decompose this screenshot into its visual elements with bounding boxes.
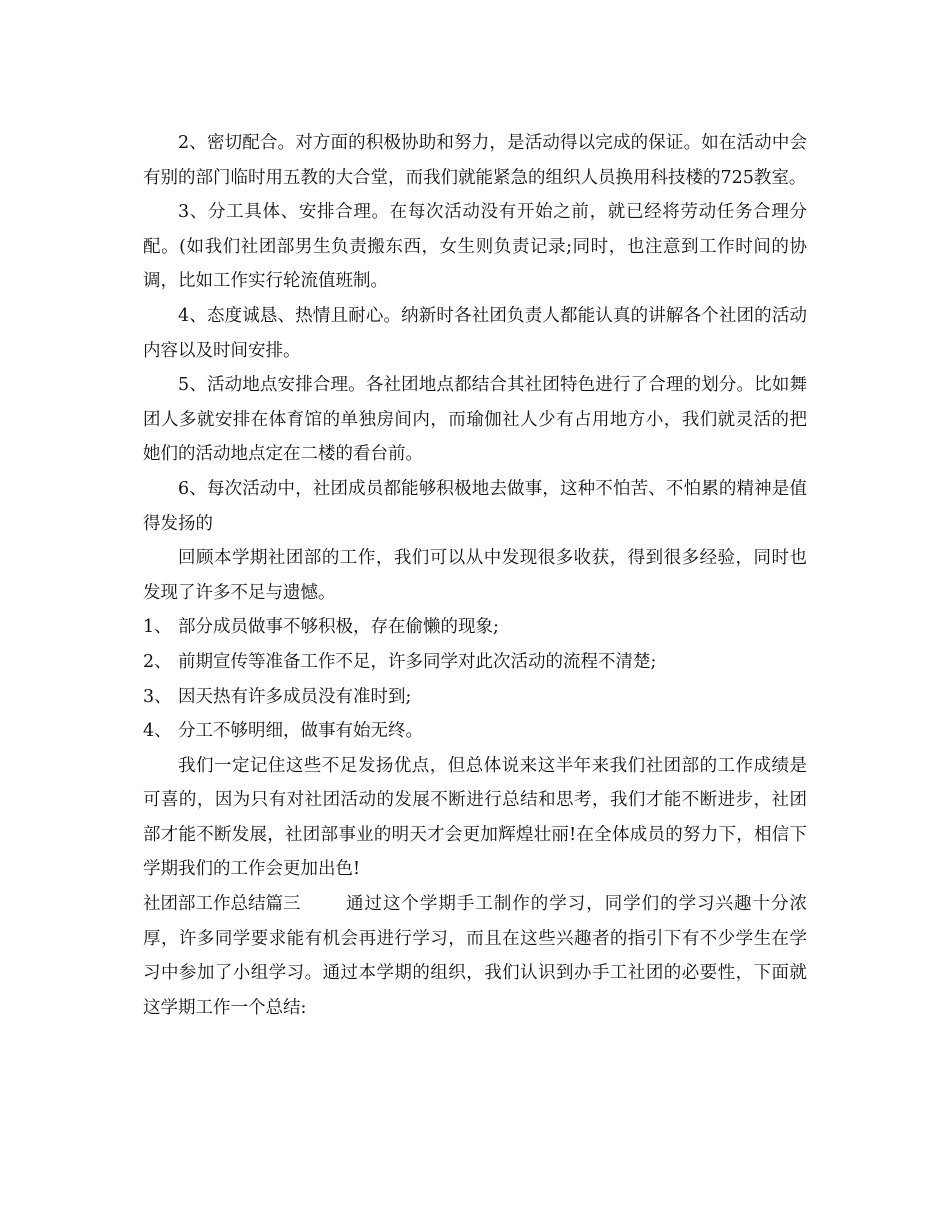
paragraph-attitude: 4、态度诚恳、热情且耐心。纳新时各社团负责人都能认真的讲解各个社团的活动内容以及时间安排。: [143, 305, 807, 361]
list-item-number: 1、: [143, 617, 172, 638]
list-item-text: 部分成员做事不够积极，存在偷懒的现象;: [178, 617, 499, 638]
paragraph-conclusion: 我们一定记住这些不足发扬优点，但总体说来这半年来我们社团部的工作成绩是可喜的，因为只有对社团活动的发展不断进行总结和思考，我们才能不断进步，社团部才能不断发展，社团部事业的明天才会更加辉煌壮丽!在全体成员的努力下，相信下学期我们的工作会更加出色!: [143, 755, 807, 880]
document-body: [143, 126, 807, 1025]
section-three: [143, 887, 807, 1025]
list-item-text: 因天热有许多成员没有准时到;: [178, 686, 412, 707]
list-item-text: 分工不够明细，做事有始无终。: [178, 721, 423, 742]
list-item: [143, 645, 807, 680]
shortcomings-list: [143, 610, 807, 748]
paragraph-venue: 5、活动地点安排合理。各社团地点都结合其社团特色进行了合理的划分。比如舞团人多就安排在体育馆的单独房间内，而瑜伽社人少有占用地方小，我们就灵活的把她们的活动地点定在二楼的看台前。: [143, 375, 807, 465]
list-item: [143, 610, 807, 645]
paragraph-review: 回顾本学期社团部的工作，我们可以从中发现很多收获，得到很多经验，同时也发现了许多不足与遗憾。: [143, 548, 807, 603]
paragraph-member-spirit: 6、每次活动中，社团成员都能够积极地去做事，这种不怕苦、不怕累的精神是值得发扬的: [143, 478, 807, 534]
list-item: [143, 714, 807, 749]
section-body: 通过这个学期手工制作的学习，同学们的学习兴趣十分浓厚，许多同学要求能有机会再进行学习，而且在这些兴趣者的指引下有不少学生在学习中参加了小组学习。通过本学期的组织，我们认识到办手工社团的必要性，下面就这学期工作一个总结:: [143, 894, 807, 1018]
list-item-number: 4、: [143, 721, 172, 742]
list-item: [143, 680, 807, 715]
list-item-number: 3、: [143, 686, 172, 707]
paragraph-cooperation: 2、密切配合。对方面的积极协助和努力，是活动得以完成的保证。如在活动中会有别的部门临时用五教的大合堂，而我们就能紧急的组织人员换用科技楼的725教室。: [143, 133, 807, 188]
paragraph-division-of-labor: 3、分工具体、安排合理。在每次活动没有开始之前，就已经将劳动任务合理分配。(如我们社团部男生负责搬东西，女生则负责记录;同时，也注意到工作时间的协调，比如工作实行轮流值班制。: [143, 202, 807, 292]
list-item-number: 2、: [143, 651, 172, 672]
list-item-text: 前期宣传等准备工作不足，许多同学对此次活动的流程不清楚;: [178, 651, 657, 672]
section-title: 社团部工作总结篇三: [143, 894, 301, 915]
